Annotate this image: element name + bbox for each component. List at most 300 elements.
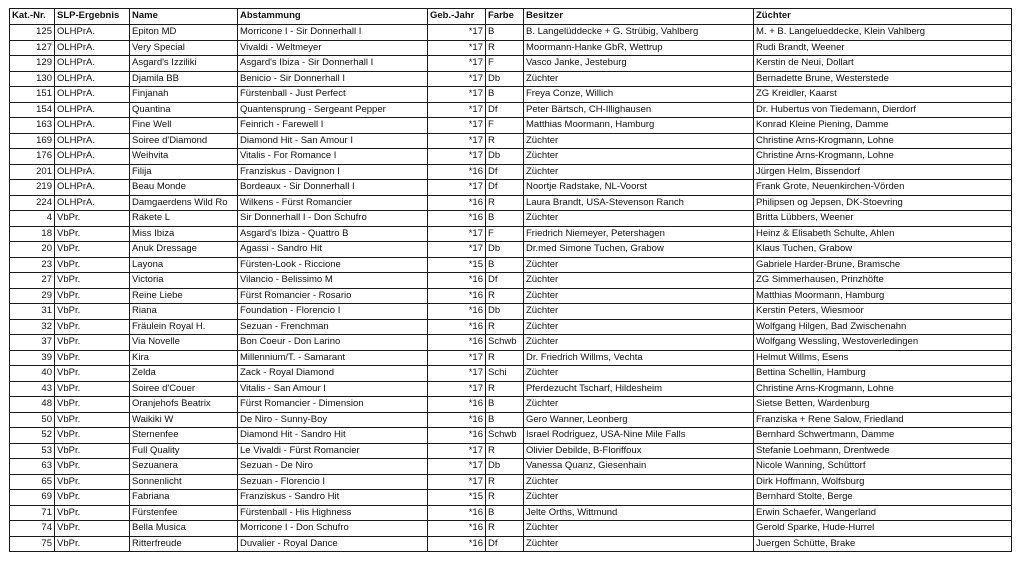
slp-ergebnis-cell: VbPr. [55,459,130,475]
name-cell: Reine Liebe [130,288,238,304]
name-cell: Sonnenlicht [130,474,238,490]
slp-ergebnis-cell: VbPr. [55,521,130,537]
farbe-cell: Db [486,242,524,258]
geb-jahr-cell: *16 [428,288,486,304]
slp-ergebnis-cell: VbPr. [55,443,130,459]
besitzer-cell: Jelte Orths, Wittmund [524,505,754,521]
geb-jahr-cell: *17 [428,381,486,397]
besitzer-cell: Laura Brandt, USA-Stevenson Ranch [524,195,754,211]
kat-nr-cell: 71 [10,505,55,521]
zuechter-cell: Klaus Tuchen, Grabow [754,242,1012,258]
kat-nr-cell: 39 [10,350,55,366]
geb-jahr-cell: *17 [428,133,486,149]
table-row [10,87,1012,103]
geb-jahr-cell: *16 [428,319,486,335]
name-cell: Beau Monde [130,180,238,196]
kat-nr-cell: 201 [10,164,55,180]
geb-jahr-cell: *16 [428,304,486,320]
geb-jahr-cell: *17 [428,242,486,258]
slp-ergebnis-cell: VbPr. [55,273,130,289]
table-row [10,536,1012,552]
abstammung-cell: Fürstenball - His Highness [238,505,428,521]
name-cell: Damgaerdens Wild Ro [130,195,238,211]
kat-nr-cell: 163 [10,118,55,134]
geb-jahr-cell: *17 [428,56,486,72]
slp-ergebnis-cell: VbPr. [55,304,130,320]
abstammung-cell: Franziskus - Sandro Hit [238,490,428,506]
geb-jahr-cell: *17 [428,366,486,382]
geb-jahr-cell: *16 [428,211,486,227]
zuechter-cell: Bernhard Stolte, Berge [754,490,1012,506]
slp-ergebnis-cell: OLHPrA. [55,180,130,196]
besitzer-cell: Züchter [524,257,754,273]
farbe-cell: B [486,397,524,413]
abstammung-cell: Vitalis - San Amour I [238,381,428,397]
name-cell: Oranjehofs Beatrix [130,397,238,413]
abstammung-cell: Sir Donnerhall I - Don Schufro [238,211,428,227]
kat-nr-cell: 65 [10,474,55,490]
farbe-cell: R [486,350,524,366]
table-row [10,56,1012,72]
zuechter-cell: Dr. Hubertus von Tiedemann, Dierdorf [754,102,1012,118]
besitzer-cell: Züchter [524,288,754,304]
besitzer-cell: Züchter [524,474,754,490]
zuechter-cell: M. + B. Langelueddecke, Klein Vahlberg [754,25,1012,41]
besitzer-cell: Olivier Debilde, B-Floriffoux [524,443,754,459]
farbe-cell: R [486,133,524,149]
slp-ergebnis-cell: OLHPrA. [55,195,130,211]
header-besitzer: Besitzer [524,9,754,25]
header-name: Name [130,9,238,25]
abstammung-cell: Fürst Romancier - Rosario [238,288,428,304]
zuechter-cell: Christine Arns-Krogmann, Lohne [754,149,1012,165]
geb-jahr-cell: *17 [428,71,486,87]
abstammung-cell: Fürstenball - Just Perfect [238,87,428,103]
header-abstammung: Abstammung [238,9,428,25]
geb-jahr-cell: *17 [428,459,486,475]
table-row [10,350,1012,366]
farbe-cell: B [486,25,524,41]
slp-ergebnis-cell: VbPr. [55,505,130,521]
slp-ergebnis-cell: OLHPrA. [55,164,130,180]
name-cell: Finjanah [130,87,238,103]
kat-nr-cell: 43 [10,381,55,397]
table-row [10,521,1012,537]
kat-nr-cell: 169 [10,133,55,149]
name-cell: Riana [130,304,238,320]
zuechter-cell: Sietse Betten, Wardenburg [754,397,1012,413]
abstammung-cell: Fürst Romancier - Dimension [238,397,428,413]
farbe-cell: Db [486,71,524,87]
zuechter-cell: Erwin Schaefer, Wangerland [754,505,1012,521]
geb-jahr-cell: *17 [428,443,486,459]
slp-ergebnis-cell: VbPr. [55,350,130,366]
table-row [10,133,1012,149]
farbe-cell: Schi [486,366,524,382]
name-cell: Layona [130,257,238,273]
table-row [10,180,1012,196]
farbe-cell: Schwb [486,335,524,351]
besitzer-cell: Züchter [524,211,754,227]
kat-nr-cell: 129 [10,56,55,72]
abstammung-cell: Zack - Royal Diamond [238,366,428,382]
abstammung-cell: Le Vivaldi - Fürst Romancier [238,443,428,459]
farbe-cell: R [486,521,524,537]
table-row [10,474,1012,490]
name-cell: Fürstenfee [130,505,238,521]
zuechter-cell: Bettina Schellin, Hamburg [754,366,1012,382]
name-cell: Kira [130,350,238,366]
spreadsheet [9,8,1012,552]
zuechter-cell: Bernadette Brune, Westerstede [754,71,1012,87]
table-row [10,397,1012,413]
table-row [10,25,1012,41]
name-cell: Weihvita [130,149,238,165]
name-cell: Waikiki W [130,412,238,428]
slp-ergebnis-cell: VbPr. [55,226,130,242]
kat-nr-cell: 69 [10,490,55,506]
name-cell: Rakete L [130,211,238,227]
slp-ergebnis-cell: VbPr. [55,428,130,444]
slp-ergebnis-cell: OLHPrA. [55,133,130,149]
geb-jahr-cell: *17 [428,87,486,103]
kat-nr-cell: 127 [10,40,55,56]
table-row [10,226,1012,242]
slp-ergebnis-cell: VbPr. [55,242,130,258]
kat-nr-cell: 50 [10,412,55,428]
abstammung-cell: Sezuan - Frenchman [238,319,428,335]
besitzer-cell: Matthias Moormann, Hamburg [524,118,754,134]
table-row [10,195,1012,211]
farbe-cell: R [486,490,524,506]
table-row [10,381,1012,397]
kat-nr-cell: 151 [10,87,55,103]
name-cell: Full Quality [130,443,238,459]
farbe-cell: B [486,257,524,273]
besitzer-cell: Züchter [524,536,754,552]
slp-ergebnis-cell: VbPr. [55,474,130,490]
geb-jahr-cell: *16 [428,164,486,180]
abstammung-cell: Vitalis - For Romance I [238,149,428,165]
abstammung-cell: De Niro - Sunny-Boy [238,412,428,428]
besitzer-cell: Züchter [524,397,754,413]
kat-nr-cell: 130 [10,71,55,87]
farbe-cell: R [486,443,524,459]
name-cell: Victoria [130,273,238,289]
table-row [10,505,1012,521]
name-cell: Djamila BB [130,71,238,87]
besitzer-cell: Züchter [524,335,754,351]
name-cell: Fine Well [130,118,238,134]
slp-ergebnis-cell: VbPr. [55,335,130,351]
kat-nr-cell: 29 [10,288,55,304]
farbe-cell: R [486,474,524,490]
geb-jahr-cell: *16 [428,412,486,428]
name-cell: Via Novelle [130,335,238,351]
farbe-cell: F [486,118,524,134]
farbe-cell: Db [486,459,524,475]
farbe-cell: Schwb [486,428,524,444]
table-row [10,164,1012,180]
kat-nr-cell: 224 [10,195,55,211]
table-row [10,257,1012,273]
kat-nr-cell: 18 [10,226,55,242]
zuechter-cell: Stefanie Loehmann, Drentwede [754,443,1012,459]
kat-nr-cell: 75 [10,536,55,552]
besitzer-cell: Züchter [524,366,754,382]
name-cell: Soiree d'Diamond [130,133,238,149]
abstammung-cell: Millennium/T. - Samarant [238,350,428,366]
farbe-cell: Df [486,164,524,180]
zuechter-cell: Wolfgang Wessling, Westoverledingen [754,335,1012,351]
zuechter-cell: Matthias Moormann, Hamburg [754,288,1012,304]
farbe-cell: R [486,40,524,56]
geb-jahr-cell: *16 [428,428,486,444]
abstammung-cell: Franziskus - Davignon I [238,164,428,180]
zuechter-cell: ZG Simmerhausen, Prinzhöfte [754,273,1012,289]
abstammung-cell: Agassi - Sandro Hit [238,242,428,258]
table-row [10,335,1012,351]
abstammung-cell: Bon Coeur - Don Larino [238,335,428,351]
geb-jahr-cell: *15 [428,257,486,273]
header-slp-ergebnis: SLP-Ergebnis [55,9,130,25]
header-row [10,9,1012,25]
table-row [10,428,1012,444]
zuechter-cell: Wolfgang Hilgen, Bad Zwischenahn [754,319,1012,335]
besitzer-cell: Israel Rodriguez, USA-Nine Mile Falls [524,428,754,444]
kat-nr-cell: 219 [10,180,55,196]
farbe-cell: Db [486,149,524,165]
farbe-cell: B [486,211,524,227]
name-cell: Fräulein Royal H. [130,319,238,335]
abstammung-cell: Fürsten-Look - Riccione [238,257,428,273]
abstammung-cell: Bordeaux - Sir Donnerhall I [238,180,428,196]
kat-nr-cell: 37 [10,335,55,351]
besitzer-cell: Züchter [524,149,754,165]
header-kat-nr: Kat.-Nr. [10,9,55,25]
abstammung-cell: Wilkens - Fürst Romancier [238,195,428,211]
kat-nr-cell: 20 [10,242,55,258]
besitzer-cell: Züchter [524,273,754,289]
name-cell: Very Special [130,40,238,56]
table-body [10,25,1012,552]
table-row [10,412,1012,428]
abstammung-cell: Vivaldi - Weltmeyer [238,40,428,56]
name-cell: Bella Musica [130,521,238,537]
kat-nr-cell: 53 [10,443,55,459]
abstammung-cell: Feinrich - Farewell I [238,118,428,134]
geb-jahr-cell: *17 [428,149,486,165]
zuechter-cell: Kerstin Peters, Wiesmoor [754,304,1012,320]
geb-jahr-cell: *17 [428,350,486,366]
slp-ergebnis-cell: OLHPrA. [55,25,130,41]
table-row [10,149,1012,165]
geb-jahr-cell: *15 [428,490,486,506]
zuechter-cell: Kerstin de Neui, Dollart [754,56,1012,72]
zuechter-cell: Britta Lübbers, Weener [754,211,1012,227]
name-cell: Sternenfee [130,428,238,444]
farbe-cell: Df [486,102,524,118]
zuechter-cell: Rudi Brandt, Weener [754,40,1012,56]
besitzer-cell: Noortje Radstake, NL-Voorst [524,180,754,196]
slp-ergebnis-cell: VbPr. [55,257,130,273]
kat-nr-cell: 48 [10,397,55,413]
table-row [10,102,1012,118]
slp-ergebnis-cell: OLHPrA. [55,87,130,103]
farbe-cell: F [486,226,524,242]
farbe-cell: B [486,505,524,521]
abstammung-cell: Foundation - Florencio I [238,304,428,320]
table-row [10,118,1012,134]
kat-nr-cell: 27 [10,273,55,289]
abstammung-cell: Morricone I - Sir Donnerhall I [238,25,428,41]
besitzer-cell: Züchter [524,133,754,149]
name-cell: Quantina [130,102,238,118]
geb-jahr-cell: *17 [428,180,486,196]
besitzer-cell: Moormann-Hanke GbR, Wettrup [524,40,754,56]
abstammung-cell: Quantensprung - Sergeant Pepper [238,102,428,118]
slp-ergebnis-cell: VbPr. [55,319,130,335]
name-cell: Ritterfreude [130,536,238,552]
slp-ergebnis-cell: OLHPrA. [55,149,130,165]
geb-jahr-cell: *17 [428,226,486,242]
geb-jahr-cell: *17 [428,40,486,56]
besitzer-cell: Gero Wanner, Leonberg [524,412,754,428]
geb-jahr-cell: *16 [428,521,486,537]
farbe-cell: Db [486,304,524,320]
kat-nr-cell: 40 [10,366,55,382]
farbe-cell: Df [486,273,524,289]
kat-nr-cell: 74 [10,521,55,537]
kat-nr-cell: 154 [10,102,55,118]
name-cell: Zelda [130,366,238,382]
geb-jahr-cell: *16 [428,273,486,289]
geb-jahr-cell: *16 [428,335,486,351]
zuechter-cell: Nicole Wanning, Schüttorf [754,459,1012,475]
table-row [10,211,1012,227]
slp-ergebnis-cell: VbPr. [55,211,130,227]
abstammung-cell: Vilancio - Belissimo M [238,273,428,289]
zuechter-cell: ZG Kreidler, Kaarst [754,87,1012,103]
zuechter-cell: Juergen Schütte, Brake [754,536,1012,552]
besitzer-cell: Pferdezucht Tscharf, Hildesheim [524,381,754,397]
besitzer-cell: Züchter [524,164,754,180]
name-cell: Asgard's Izziliki [130,56,238,72]
farbe-cell: R [486,288,524,304]
zuechter-cell: Franziska + Rene Salow, Friedland [754,412,1012,428]
abstammung-cell: Duvalier - Royal Dance [238,536,428,552]
geb-jahr-cell: *16 [428,195,486,211]
besitzer-cell: B. Langelüddecke + G. Strübig, Vahlberg [524,25,754,41]
name-cell: Fabriana [130,490,238,506]
kat-nr-cell: 52 [10,428,55,444]
slp-ergebnis-cell: VbPr. [55,381,130,397]
kat-nr-cell: 32 [10,319,55,335]
kat-nr-cell: 4 [10,211,55,227]
table-row [10,273,1012,289]
kat-nr-cell: 31 [10,304,55,320]
slp-ergebnis-cell: VbPr. [55,412,130,428]
table-row [10,490,1012,506]
farbe-cell: B [486,87,524,103]
farbe-cell: R [486,381,524,397]
zuechter-cell: Helmut Willms, Esens [754,350,1012,366]
abstammung-cell: Asgard's Ibiza - Quattro B [238,226,428,242]
geb-jahr-cell: *17 [428,102,486,118]
slp-ergebnis-cell: OLHPrA. [55,118,130,134]
besitzer-cell: Freya Conze, Willich [524,87,754,103]
name-cell: Sezuanera [130,459,238,475]
slp-ergebnis-cell: OLHPrA. [55,71,130,87]
kat-nr-cell: 176 [10,149,55,165]
abstammung-cell: Sezuan - Florencio I [238,474,428,490]
kat-nr-cell: 63 [10,459,55,475]
zuechter-cell: Christine Arns-Krogmann, Lohne [754,133,1012,149]
farbe-cell: Df [486,180,524,196]
besitzer-cell: Züchter [524,490,754,506]
geb-jahr-cell: *16 [428,505,486,521]
geb-jahr-cell: *17 [428,474,486,490]
header-farbe: Farbe [486,9,524,25]
name-cell: Miss Ibiza [130,226,238,242]
geb-jahr-cell: *16 [428,397,486,413]
besitzer-cell: Züchter [524,521,754,537]
besitzer-cell: Züchter [524,304,754,320]
slp-ergebnis-cell: VbPr. [55,366,130,382]
zuechter-cell: Gerold Sparke, Hude-Hurrel [754,521,1012,537]
zuechter-cell: Frank Grote, Neuenkirchen-Vörden [754,180,1012,196]
zuechter-cell: Konrad Kleine Piening, Damme [754,118,1012,134]
besitzer-cell: Friedrich Niemeyer, Petershagen [524,226,754,242]
slp-ergebnis-cell: VbPr. [55,536,130,552]
besitzer-cell: Züchter [524,71,754,87]
geb-jahr-cell: *17 [428,118,486,134]
zuechter-cell: Heinz & Elisabeth Schulte, Ahlen [754,226,1012,242]
header-geb-jahr: Geb.-Jahr [428,9,486,25]
besitzer-cell: Vanessa Quanz, Giesenhain [524,459,754,475]
farbe-cell: R [486,195,524,211]
besitzer-cell: Vasco Janke, Jesteburg [524,56,754,72]
abstammung-cell: Diamond Hit - San Amour I [238,133,428,149]
table-row [10,443,1012,459]
kat-nr-cell: 23 [10,257,55,273]
name-cell: Anuk Dressage [130,242,238,258]
slp-ergebnis-cell: VbPr. [55,397,130,413]
abstammung-cell: Benicio - Sir Donnerhall I [238,71,428,87]
geb-jahr-cell: *17 [428,25,486,41]
table-row [10,459,1012,475]
farbe-cell: R [486,319,524,335]
slp-ergebnis-cell: OLHPrA. [55,56,130,72]
table-row [10,304,1012,320]
abstammung-cell: Diamond Hit - Sandro Hit [238,428,428,444]
abstammung-cell: Sezuan - De Niro [238,459,428,475]
table-row [10,319,1012,335]
table-row [10,71,1012,87]
zuechter-cell: Bernhard Schwertmann, Damme [754,428,1012,444]
name-cell: Soiree d'Couer [130,381,238,397]
abstammung-cell: Asgard's Ibiza - Sir Donnerhall I [238,56,428,72]
besitzer-cell: Peter Bärtsch, CH-Illighausen [524,102,754,118]
zuechter-cell: Philipsen og Jepsen, DK-Stoevring [754,195,1012,211]
zuechter-cell: Christine Arns-Krogmann, Lohne [754,381,1012,397]
header-zuechter: Züchter [754,9,1012,25]
geb-jahr-cell: *16 [428,536,486,552]
name-cell: Filija [130,164,238,180]
slp-ergebnis-cell: VbPr. [55,490,130,506]
zuechter-cell: Dirk Hoffmann, Wolfsburg [754,474,1012,490]
table-row [10,242,1012,258]
